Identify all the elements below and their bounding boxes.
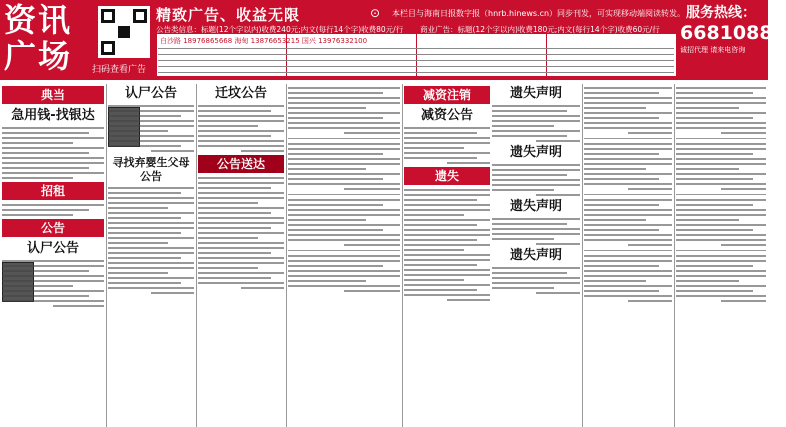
- slogan: 精致广告、收益无限: [156, 6, 301, 24]
- lost-title-4: 遗失声明: [509, 248, 562, 263]
- notice-title-col1: 认尸公告: [26, 241, 79, 256]
- column-2: [108, 84, 194, 427]
- column-1: [2, 84, 104, 427]
- qr-code[interactable]: [98, 6, 150, 58]
- lost-title-2: 遗失声明: [509, 145, 562, 160]
- price-right: 商业广告：标题(12个字以内)收费180元;内文(每行14个字)收费60元/行: [420, 25, 660, 34]
- qr-label: 扫码查看广告: [92, 65, 147, 75]
- banner-pawn: 典当: [2, 86, 104, 104]
- hotline-label: 服务热线：: [686, 5, 756, 21]
- banner-capital: 减资注销: [404, 86, 490, 104]
- column-5: [404, 84, 490, 427]
- pawn-headline: 急用钱-找银达: [11, 108, 95, 123]
- column-7: [676, 84, 766, 427]
- banner-rent: 招租: [2, 182, 104, 200]
- hotline-number: 66810888: [680, 22, 786, 44]
- capital-reduction-title: 减资公告: [420, 108, 473, 123]
- abandoned-baby-title: 寻找弃婴生父母公告: [112, 156, 190, 183]
- column-4: [288, 84, 400, 427]
- banner-notice: 公告: [2, 219, 104, 237]
- banner-service: 公告送达: [198, 155, 284, 173]
- column-3: [198, 84, 284, 427]
- price-left: 公告类信息：标题(12个字以内)收费240元;内文(每行14个字)收费80元/行: [156, 25, 404, 34]
- banner-lost: 遗失: [404, 167, 490, 185]
- column-5b: [492, 84, 580, 427]
- column-6: [584, 84, 672, 427]
- wifi-icon: ⊙: [370, 6, 381, 20]
- classified-header: [0, 0, 786, 80]
- phone-table: [156, 34, 676, 76]
- lost-title-3: 遗失声明: [509, 199, 562, 214]
- lost-title-1: 遗失声明: [509, 86, 562, 101]
- phones: 白沙路 18976865668 海甸 13876653215 国兴 13976332100: [160, 37, 368, 45]
- notice-text: 本栏目与海南日报数字报（hnrb.hinews.cn）同步刊发，可实现移动端阅读转发。: [392, 9, 686, 18]
- hotline-note: 诚招代理 请来电咨询: [680, 46, 746, 54]
- section-brand: 资讯广场: [4, 1, 73, 75]
- grave-relocation-title: 迁坟公告: [214, 86, 267, 101]
- notice-title-col2: 认尸公告: [124, 86, 177, 101]
